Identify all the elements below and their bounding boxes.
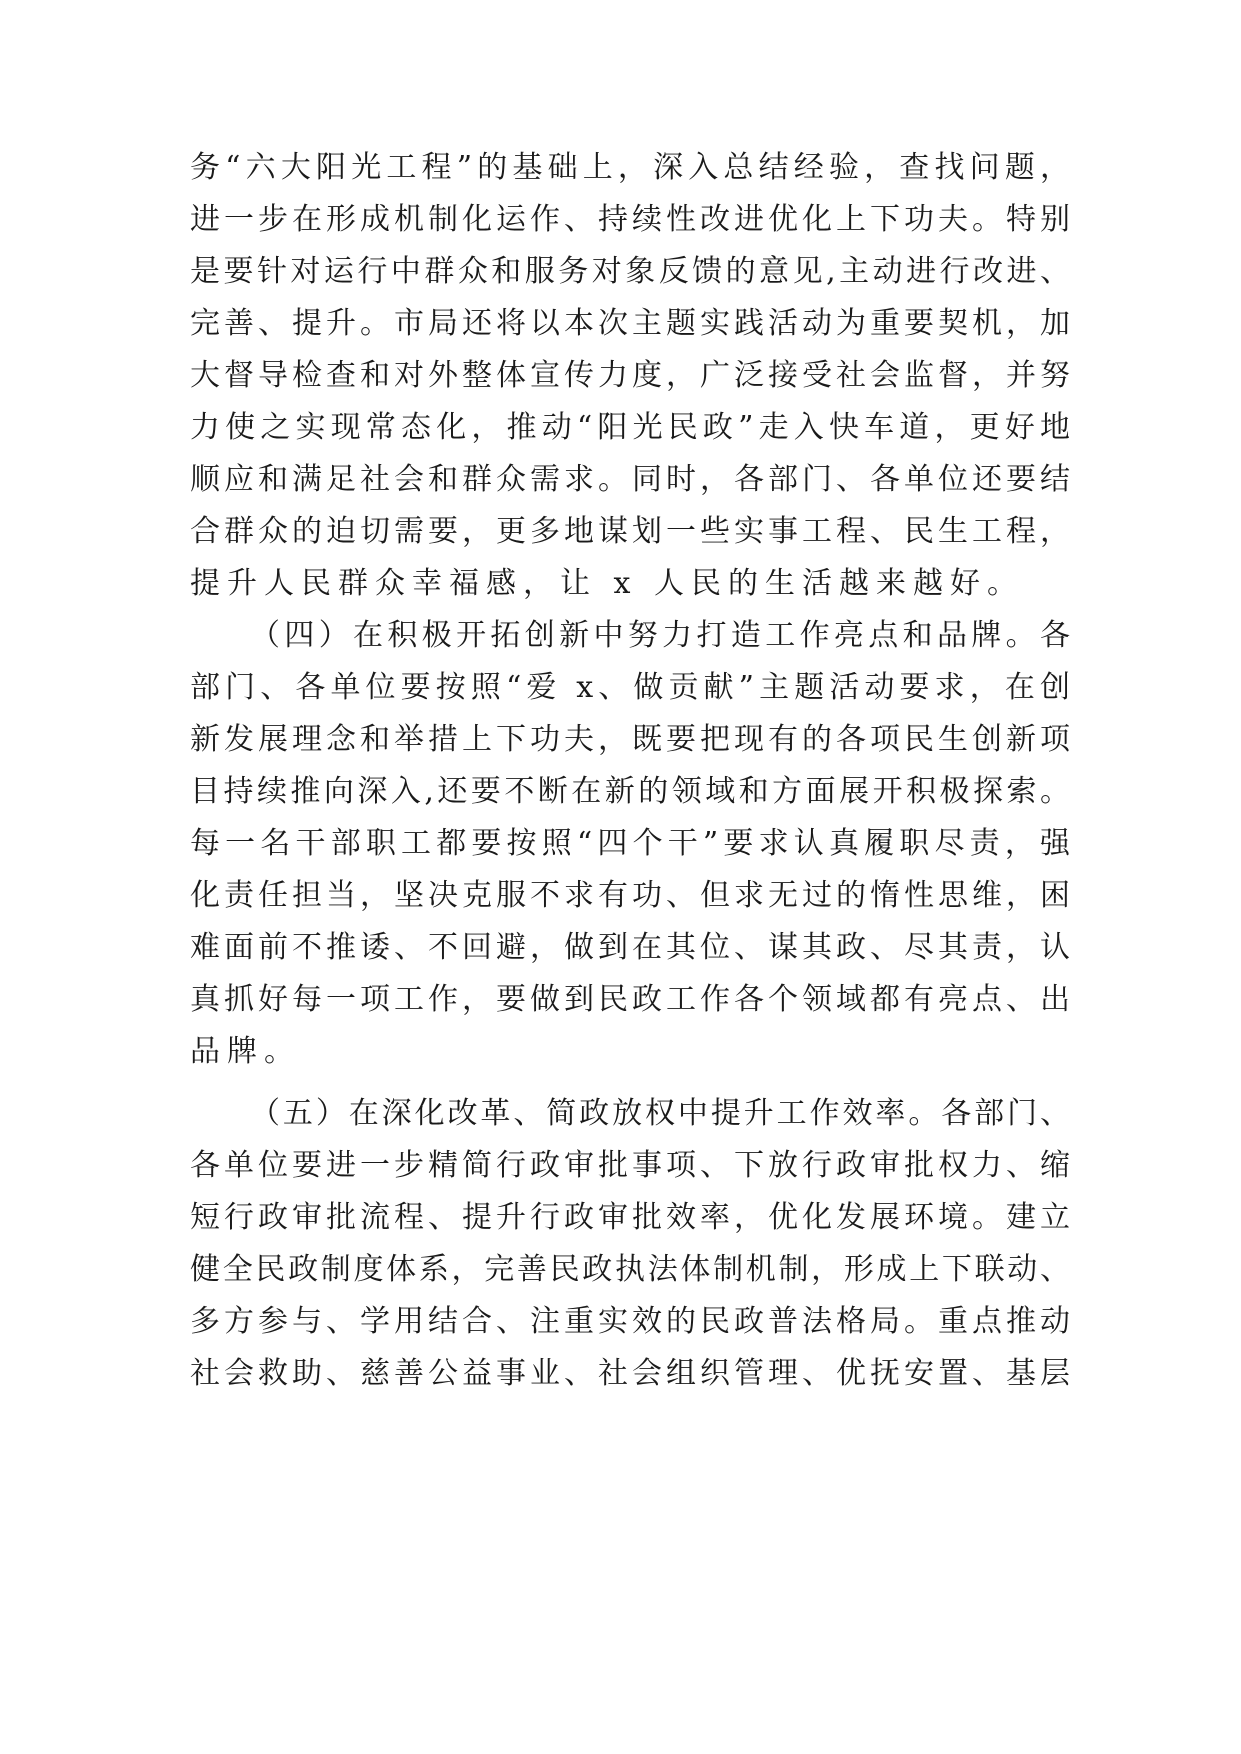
p1-line-1: 务“六大阳光工程”的基础上，深入总结经验，查找问题， xyxy=(190,150,1070,185)
p2-line-7: 难面前不推诿、不回避，做到在其位、谋其政、尽其责，认 xyxy=(190,930,1070,965)
p2-line-6: 化责任担当，坚决克服不求有功、但求无过的惰性思维，困 xyxy=(190,878,1070,913)
p1-line-3: 是要针对运行中群众和服务对象反馈的意见,主动进行改进、 xyxy=(190,254,1070,289)
p1-line-9: 提升人民群众幸福感，让 x 人民的生活越来越好。 xyxy=(190,566,1024,601)
p1-line-8: 合群众的迫切需要，更多地谋划一些实事工程、民生工程， xyxy=(190,514,1070,549)
p3-line-5: 多方参与、学用结合、注重实效的民政普法格局。重点推动 xyxy=(190,1304,1070,1339)
p3-line-6: 社会救助、慈善公益事业、社会组织管理、优抚安置、基层 xyxy=(190,1356,1070,1391)
p1-line-7: 顺应和满足社会和群众需求。同时，各部门、各单位还要结 xyxy=(190,462,1070,497)
p2-line-2: 部门、各单位要按照“爱 x、做贡献”主题活动要求，在创 xyxy=(190,670,1070,705)
p2-line-9: 品牌。 xyxy=(190,1034,301,1069)
p2-line-3: 新发展理念和举措上下功夫，既要把现有的各项民生创新项 xyxy=(190,722,1070,757)
p1-line-4: 完善、提升。市局还将以本次主题实践活动为重要契机，加 xyxy=(190,306,1070,341)
p3-line-3: 短行政审批流程、提升行政审批效率，优化发展环境。建立 xyxy=(190,1200,1070,1235)
p1-line-6: 力使之实现常态化，推动“阳光民政”走入快车道，更好地 xyxy=(190,410,1070,445)
p2-line-8: 真抓好每一项工作，要做到民政工作各个领域都有亮点、出 xyxy=(190,982,1070,1017)
p1-line-5: 大督导检查和对外整体宣传力度，广泛接受社会监督，并努 xyxy=(190,358,1070,393)
p3-line-2: 各单位要进一步精简行政审批事项、下放行政审批权力、缩 xyxy=(190,1148,1070,1183)
p3-line-4: 健全民政制度体系，完善民政执法体制机制，形成上下联动、 xyxy=(190,1252,1070,1287)
p2-line-1: （四）在积极开拓创新中努力打造工作亮点和品牌。各 xyxy=(250,618,1070,653)
p3-line-1: （五）在深化改革、简政放权中提升工作效率。各部门、 xyxy=(250,1096,1070,1131)
p1-line-2: 进一步在形成机制化运作、持续性改进优化上下功夫。特别 xyxy=(190,202,1070,237)
p2-line-4: 目持续推向深入,还要不断在新的领域和方面展开积极探索。 xyxy=(190,774,1070,809)
p2-line-5: 每一名干部职工都要按照“四个干”要求认真履职尽责，强 xyxy=(190,826,1070,861)
